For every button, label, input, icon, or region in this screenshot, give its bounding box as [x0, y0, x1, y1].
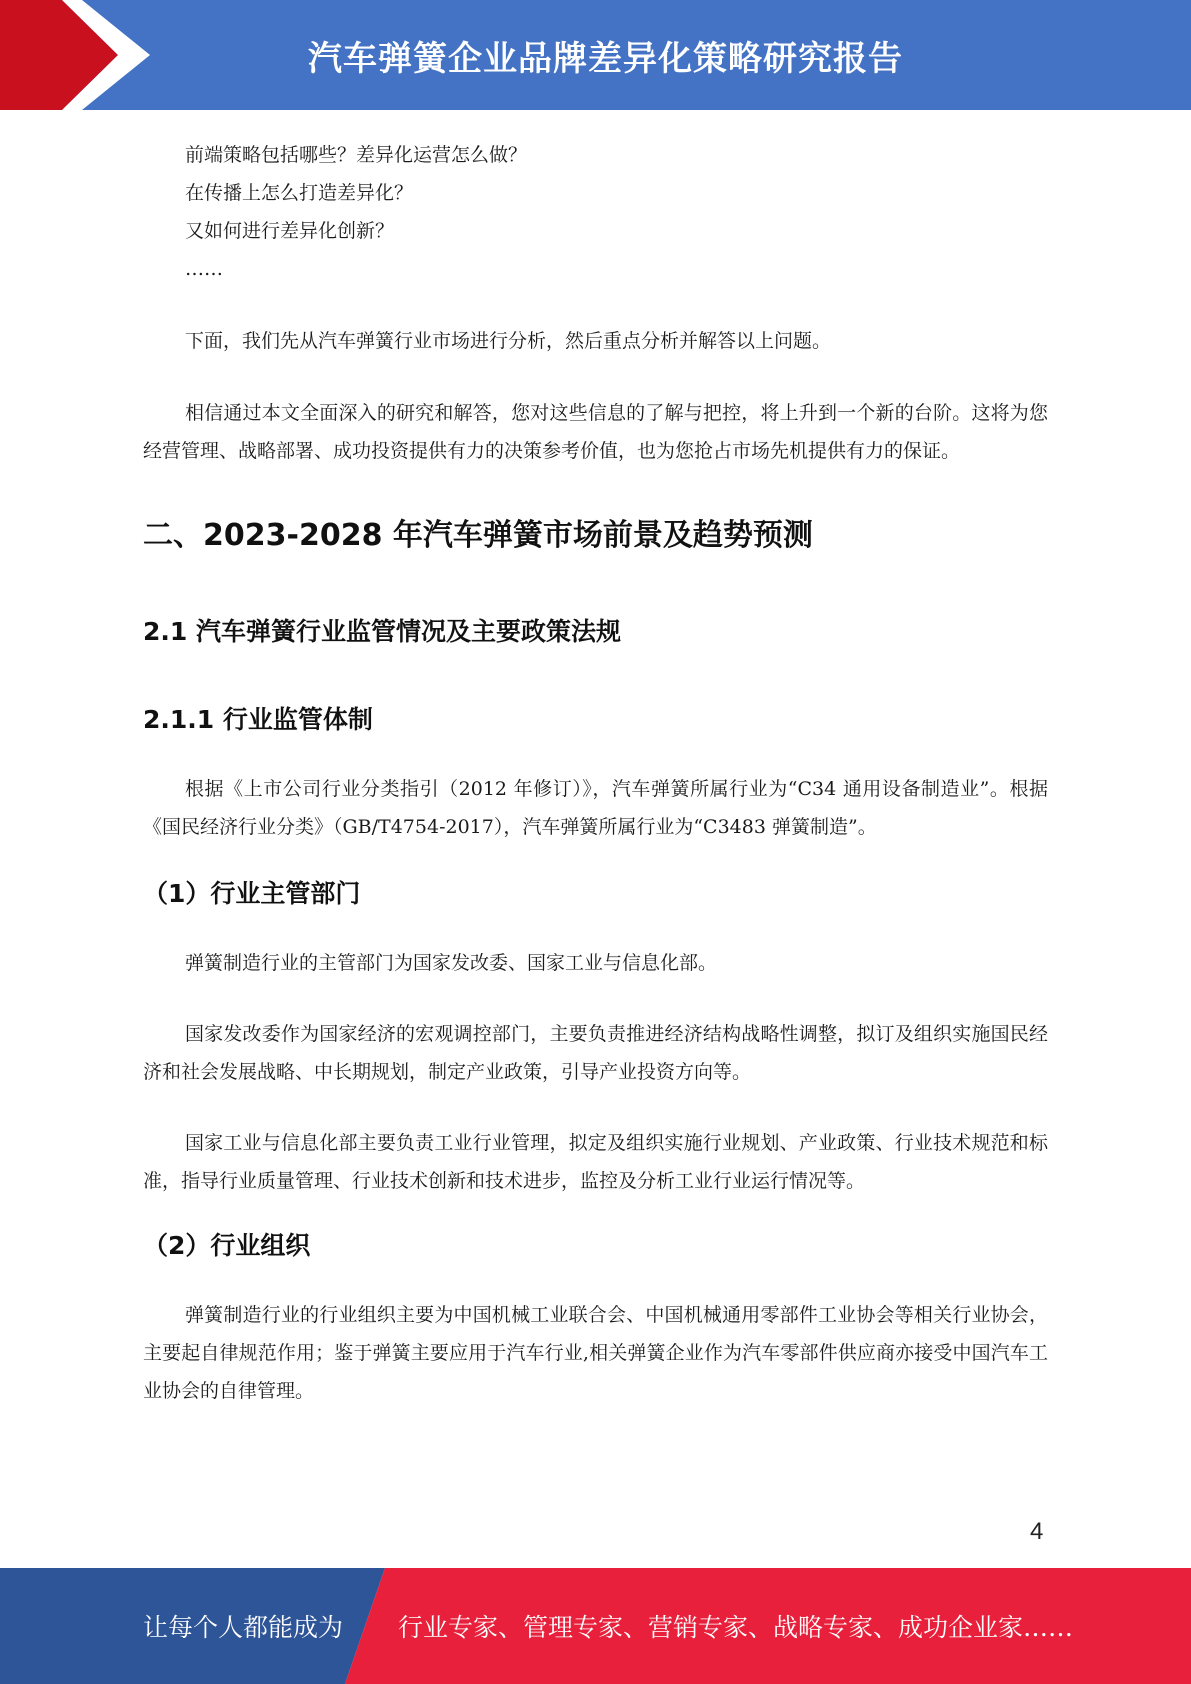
- intro-question: 前端策略包括哪些？差异化运营怎么做？: [185, 144, 528, 166]
- intro-ellipsis: ……: [185, 258, 223, 280]
- paragraph-miit: 国家工业与信息化部主要负责工业行业管理，拟定及组织实施行业规划、产业政策、行业技术规范和标准，指导行业质量管理、行业技术创新和技术进步，监控及分析工业行业运行情况等。: [143, 1132, 1048, 1192]
- page-header: [0, 0, 1191, 110]
- paragraph-authorities: 弹簧制造行业的主管部门为国家发改委、国家工业与信息化部。: [185, 952, 718, 974]
- footer-slogan-right: 行业专家、管理专家、营销专家、战略专家、成功企业家……: [398, 1613, 1074, 1642]
- paragraph-intro-value: 相信通过本文全面深入的研究和解答，您对这些信息的了解与把控，将上升到一个新的台阶。这将为您经营管理、战略部署、成功投资提供有力的决策参考价值，也为您抢占市场先机提供有力的保证。: [143, 402, 1048, 462]
- section-2-1-heading: 2.1 汽车弹簧行业监管情况及主要政策法规: [143, 617, 621, 646]
- paragraph-industry-classification: 根据《上市公司行业分类指引（2012 年修订）》，汽车弹簧所属行业为“C34 通用设备制造业”。根据《国民经济行业分类》（GB/T4754-2017），汽车弹簧所属行业为“C3483 弹簧制造”。: [143, 778, 1048, 838]
- section-2-heading: 二、2023-2028 年汽车弹簧市场前景及趋势预测: [143, 518, 813, 553]
- paragraph-ndrc: 国家发改委作为国家经济的宏观调控部门，主要负责推进经济结构战略性调整，拟订及组织实施国民经济和社会发展战略、中长期规划，制定产业政策，引导产业投资方向等。: [143, 1023, 1048, 1083]
- header-title: 汽车弹簧企业品牌差异化策略研究报告: [308, 38, 903, 79]
- page-number: 4: [1030, 1518, 1044, 1545]
- intro-question: 在传播上怎么打造差异化？: [185, 182, 414, 204]
- paragraph-industry-organizations: 弹簧制造行业的行业组织主要为中国机械工业联合会、中国机械通用零部件工业协会等相关行业协会，主要起自律规范作用；鉴于弹簧主要应用于汽车行业,相关弹簧企业作为汽车零部件供应商亦接受中国汽车工业协会的自律管理。: [143, 1304, 1048, 1402]
- intro-question: 又如何进行差异化创新？: [185, 220, 395, 242]
- item-1-heading: （1）行业主管部门: [143, 879, 361, 908]
- item-2-heading: （2）行业组织: [143, 1231, 311, 1260]
- footer-slogan-left: 让每个人都能成为: [143, 1613, 344, 1642]
- paragraph-intro-next: 下面，我们先从汽车弹簧行业市场进行分析，然后重点分析并解答以上问题。: [185, 330, 832, 352]
- section-2-1-1-heading: 2.1.1 行业监管体制: [143, 705, 373, 734]
- document-body: [143, 136, 1048, 1410]
- page-footer: [0, 1568, 1191, 1684]
- header-arrow-decoration: [0, 0, 160, 110]
